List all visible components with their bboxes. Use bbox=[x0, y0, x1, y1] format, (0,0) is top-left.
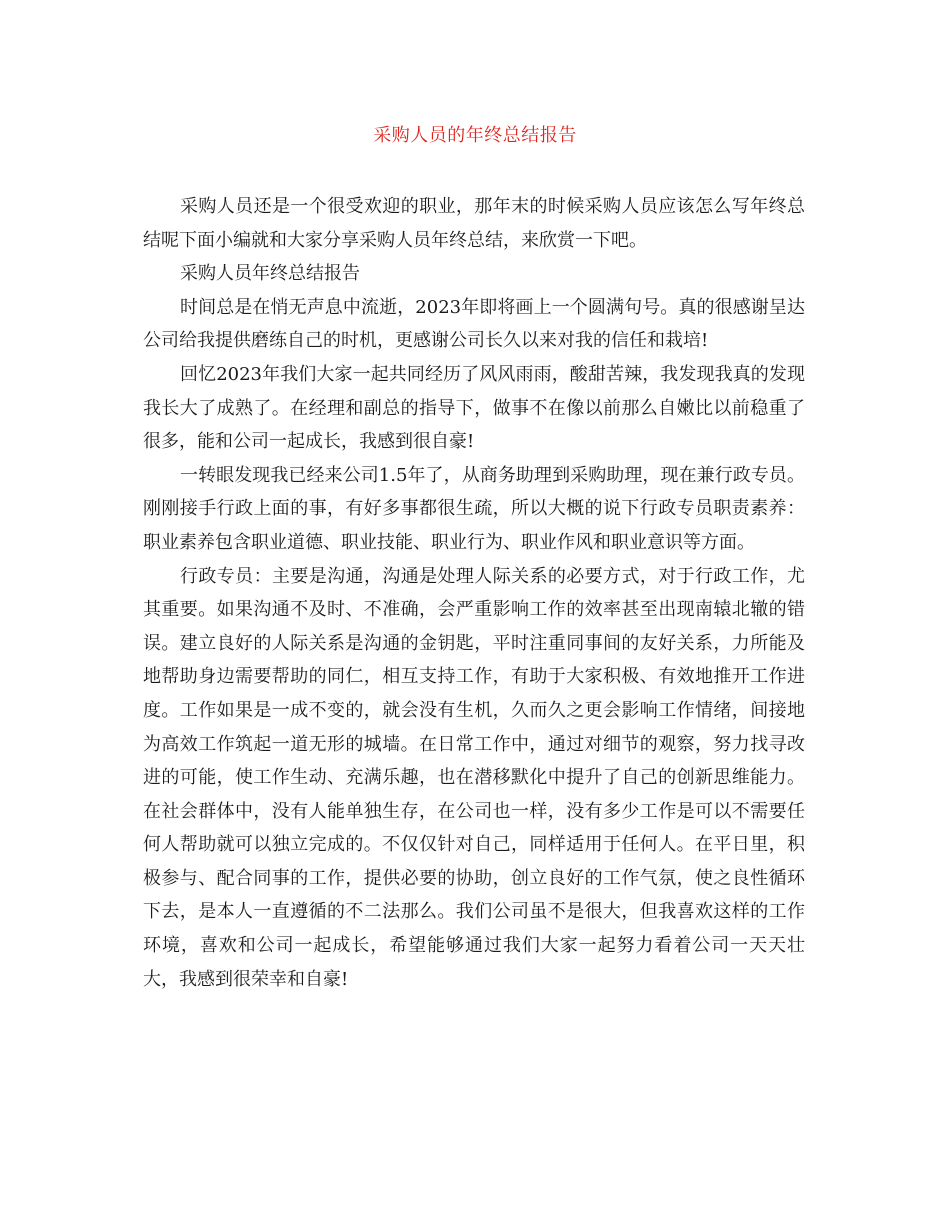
body-paragraph-time: 时间总是在悄无声息中流逝，2023年即将画上一个圆满句号。真的很感谢呈达公司给我提供磨练自己的时机，更感谢公司长久以来对我的信任和栽培! bbox=[143, 296, 805, 352]
intro-paragraph: 采购人员还是一个很受欢迎的职业，那年末的时候采购人员应该怎么写年终总结呢下面小编就和大家分享采购人员年终总结，来欣赏一下吧。 bbox=[143, 196, 805, 251]
body-paragraph-admin: 行政专员：主要是沟通，沟通是处理人际关系的必要方式，对于行政工作，尤其重要。如果沟通不及时、不准确，会严重影响工作的效率甚至出现南辕北辙的错误。建立良好的人际关系是沟通的金钥匙，平时注重同事间的友好关系，力所能及地帮助身边需要帮助的同仁，相互支持工作，有助于大家积极、有效地推开工作进度。工作如果是一成不变的，就会没有生机，久而久之更会影响工作情绪，间接地为高效工作筑起一道无形的城墙。在日常工作中，通过对细节的观察，努力找寻改进的可能，使工作生动、充满乐趣，也在潜移默化中提升了自己的创新思维能力。在社会群体中，没有人能单独生存，在公司也一样，没有多少工作是可以不需要任何人帮助就可以独立完成的。不仅仅针对自己，同样适用于任何人。在平日里，积极参与、配合同事的工作，提供必要的协助，创立良好的工作气氛，使之良性循环下去，是本人一直遵循的不二法那么。我们公司虽不是很大，但我喜欢这样的工作环境，喜欢和公司一起成长，希望能够通过我们大家一起努力看着公司一天天壮大，我感到很荣幸和自豪! bbox=[143, 565, 805, 990]
body-paragraph-memory: 回忆2023年我们大家一起共同经历了风风雨雨，酸甜苦辣，我发现我真的发现我长大了成熟了。在经理和副总的指导下，做事不在像以前那么自嫩比以前稳重了很多，能和公司一起成长，我感到很自豪! bbox=[143, 363, 805, 453]
document-body bbox=[143, 190, 805, 996]
section-heading-paragraph: 采购人员年终总结报告 bbox=[180, 263, 360, 285]
body-paragraph-role: 一转眼发现我已经来公司1.5年了，从商务助理到采购助理，现在兼行政专员。刚刚接手行政上面的事，有好多事都很生疏，所以大概的说下行政专员职责素养：职业素养包含职业道德、职业技能、职业行为、职业作风和职业意识等方面。 bbox=[143, 464, 805, 553]
document-title: 采购人员的年终总结报告 bbox=[373, 125, 577, 146]
